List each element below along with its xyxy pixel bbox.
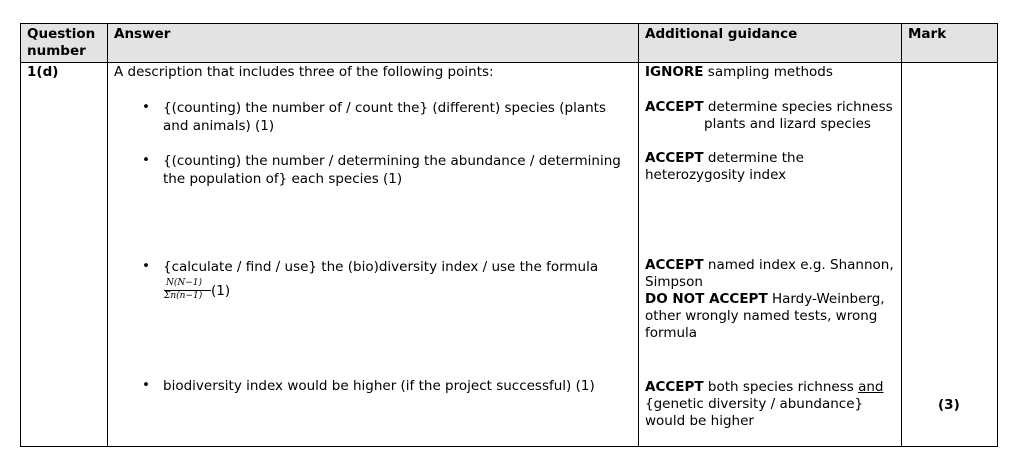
guidance-text: named index e.g. Shannon, (703, 257, 894, 273)
header-question-line1: Question (27, 26, 96, 42)
bullet-icon: • (142, 377, 150, 393)
guidance-text: would be higher (645, 413, 754, 429)
guidance-text: determine the (703, 150, 804, 166)
guidance-accept-2 (645, 150, 804, 184)
guidance-text: formula (645, 325, 698, 341)
bullet-icon: • (142, 99, 150, 115)
mark-value: (3) (938, 397, 960, 413)
guidance-accept-1 (645, 99, 893, 133)
header-mark: Mark (908, 26, 947, 42)
answer-point-1 (163, 99, 606, 135)
answer-point-1-line1: {(counting) the number of / count the} (different) species (plants (163, 100, 606, 116)
guidance-text: Simpson (645, 274, 703, 290)
answer-point-3 (163, 258, 598, 276)
guidance-keyword: ACCEPT (645, 379, 704, 395)
guidance-text: both species richness (703, 379, 859, 395)
answer-point-3-line1: {calculate / find / use} the (bio)diversity index / use the formula (163, 259, 599, 275)
header-question (27, 26, 95, 60)
formula-mark: (1) (211, 283, 231, 299)
guidance-text: sampling methods (703, 64, 833, 80)
guidance-text: other wrongly named tests, wrong (645, 308, 878, 324)
guidance-keyword: DO NOT ACCEPT (645, 291, 768, 307)
guidance-text: determine species richness (703, 99, 893, 115)
answer-intro: A description that includes three of the following points: (114, 64, 494, 80)
bullet-icon: • (142, 152, 150, 168)
answer-point-1-line2: and animals) (1) (163, 118, 275, 134)
guidance-keyword: ACCEPT (645, 150, 704, 166)
guidance-keyword: IGNORE (645, 64, 704, 80)
guidance-text: plants and lizard species (704, 116, 871, 132)
column-divider (107, 24, 108, 446)
guidance-text-underlined: and (858, 379, 884, 395)
guidance-text: Hardy-Weinberg, (767, 291, 885, 307)
mark-scheme-table (20, 23, 998, 447)
guidance-keyword: ACCEPT (645, 99, 704, 115)
formula-numerator: N(N−1) (166, 278, 203, 288)
answer-point-4 (163, 377, 595, 395)
bullet-icon: • (142, 258, 150, 274)
column-divider (901, 24, 902, 446)
answer-point-4-line1: biodiversity index would be higher (if the project successful) (1) (163, 378, 595, 394)
answer-point-2-line1: {(counting) the number / determining the abundance / determining (163, 153, 621, 169)
header-question-line2: number (27, 43, 86, 59)
header-answer: Answer (114, 26, 171, 42)
guidance-accept-4 (645, 379, 883, 430)
question-number: 1(d) (27, 64, 59, 80)
answer-point-2-line2: the population of} each species (1) (163, 171, 403, 187)
guidance-accept-3 (645, 257, 894, 342)
header-guidance: Additional guidance (645, 26, 798, 42)
answer-point-2 (163, 152, 621, 188)
guidance-text: {genetic diversity / abundance} (645, 396, 864, 412)
guidance-keyword: ACCEPT (645, 257, 704, 273)
guidance-ignore (645, 64, 833, 81)
guidance-text: heterozygosity index (645, 167, 787, 183)
formula-denominator: Σn(n−1) (164, 291, 203, 301)
column-divider (638, 24, 639, 446)
